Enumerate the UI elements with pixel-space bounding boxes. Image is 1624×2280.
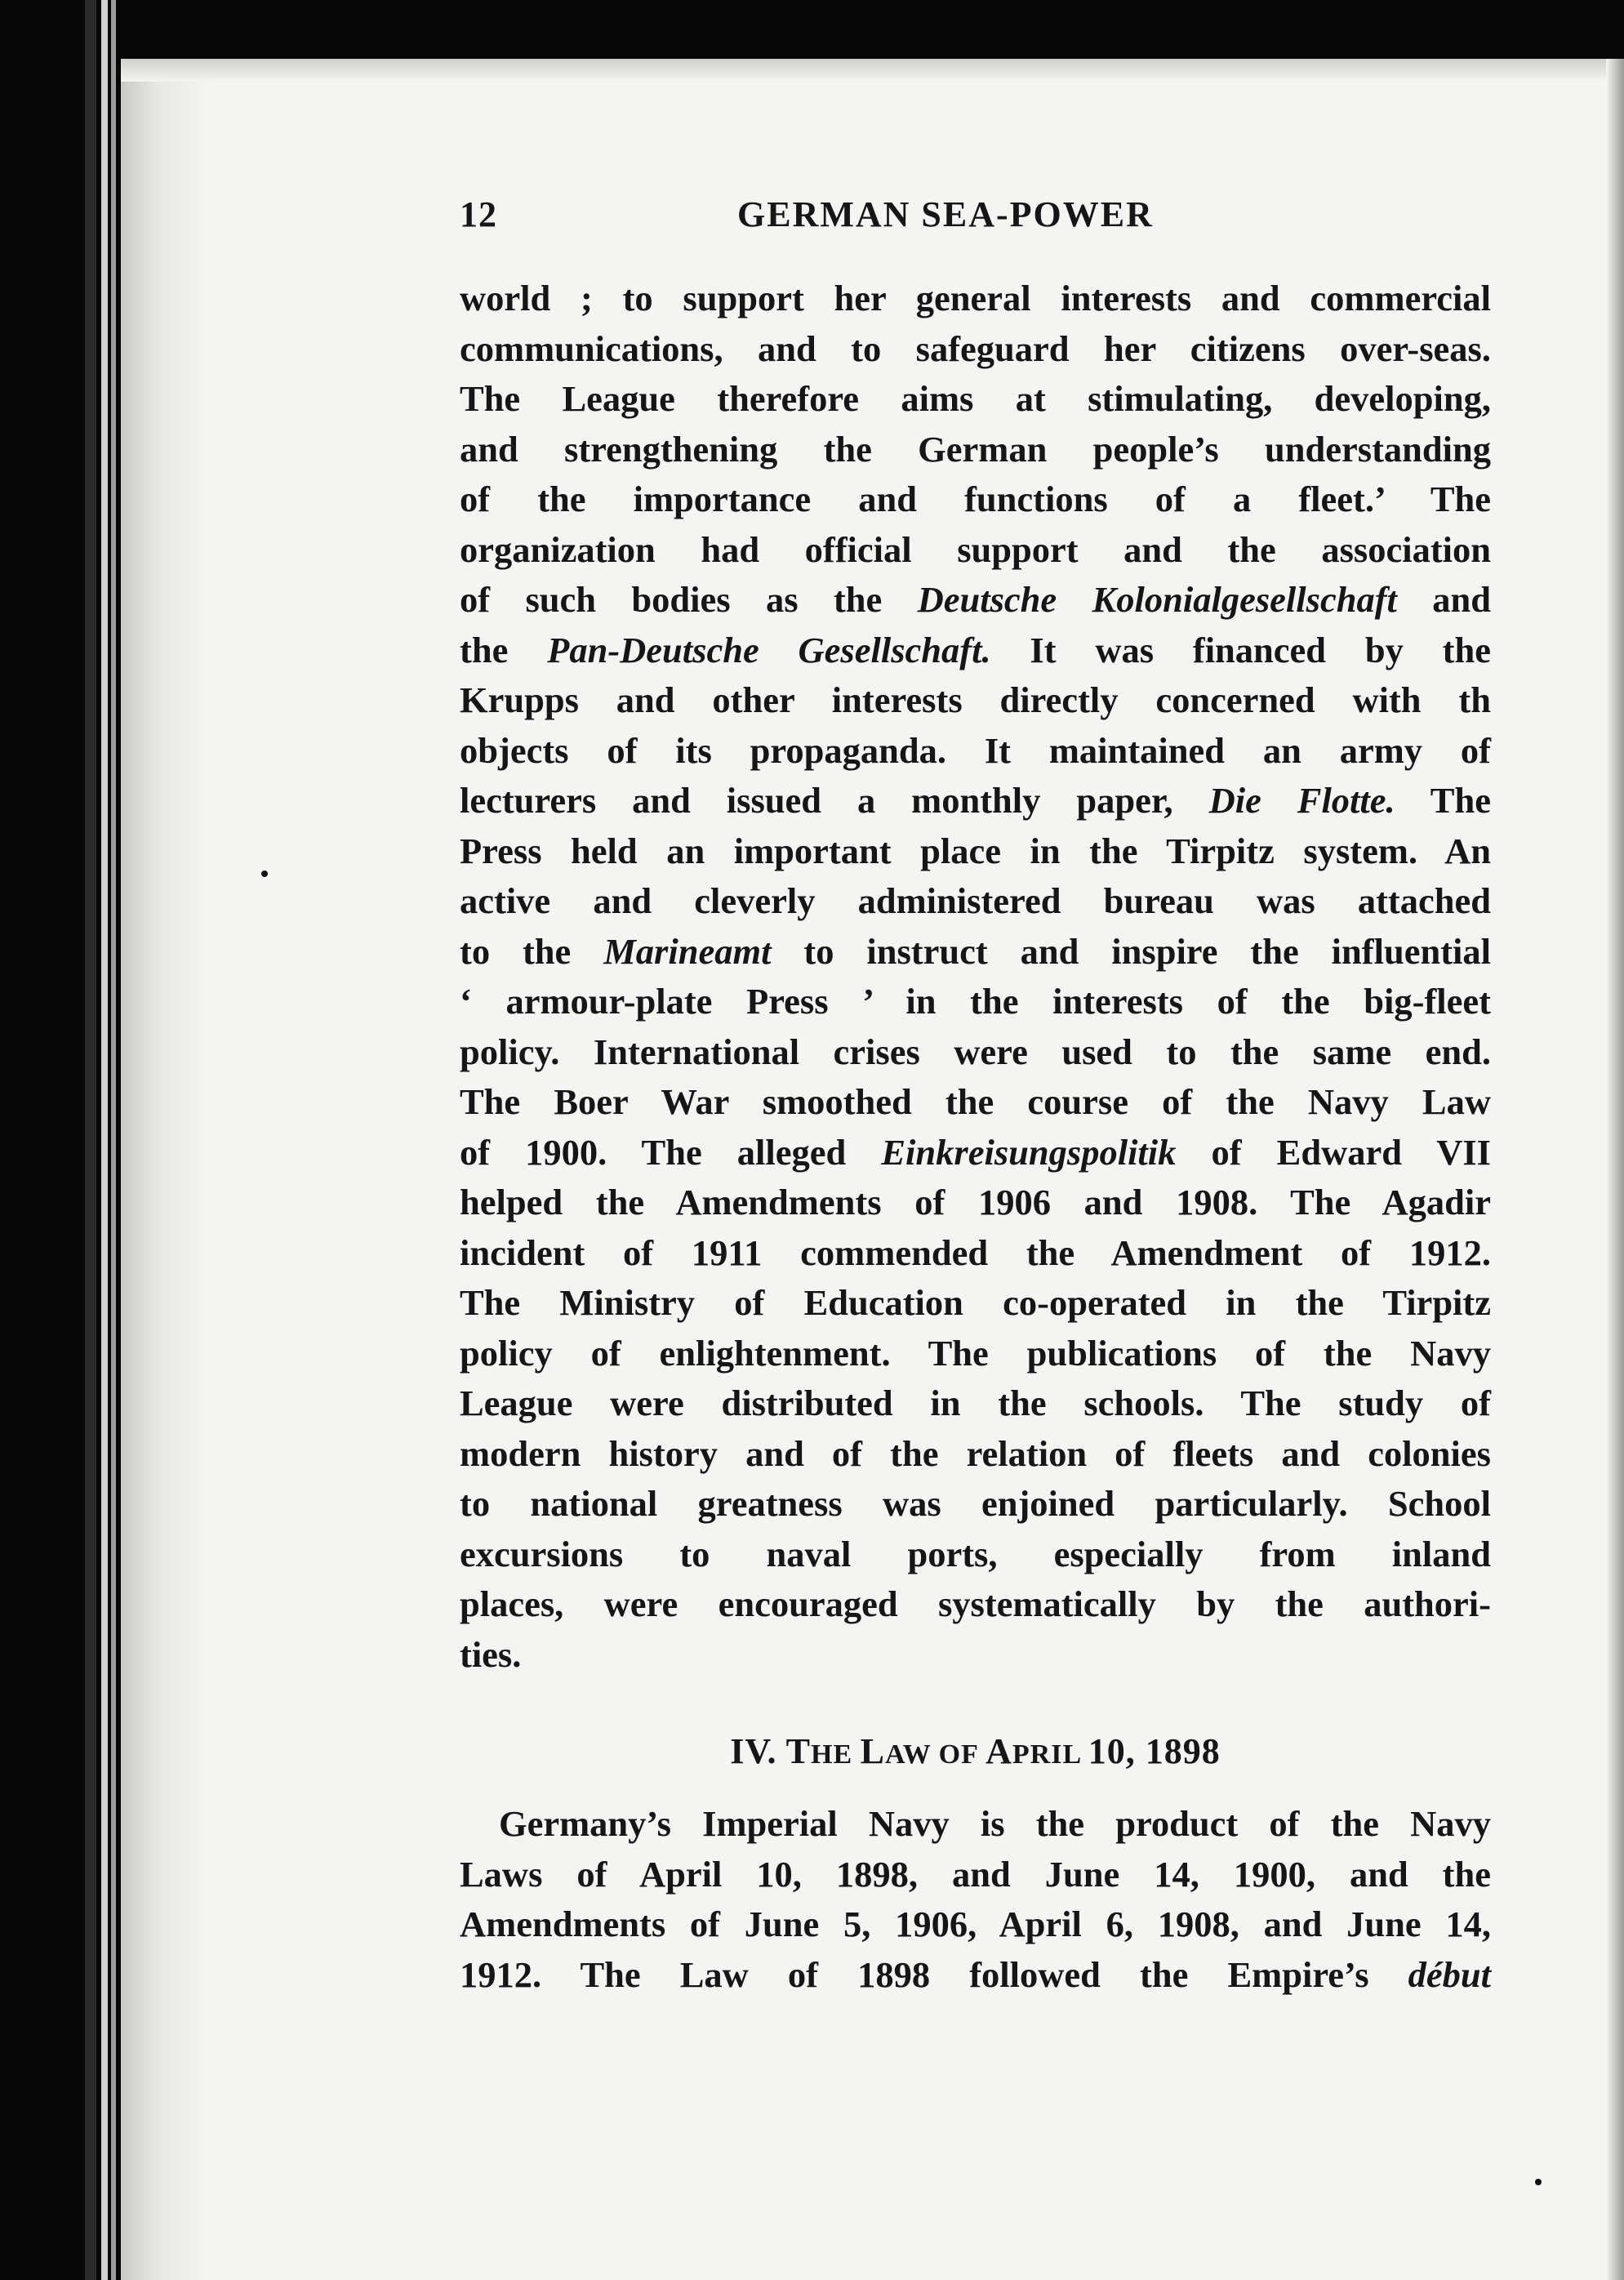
section-title-part: 10, 1898 <box>1088 1731 1221 1771</box>
text-line <box>460 1228 1491 1279</box>
section-title-part: L <box>860 1731 885 1771</box>
text-line <box>460 1027 1491 1078</box>
text-run: to the <box>460 930 604 972</box>
text-line <box>460 374 1491 425</box>
text-line <box>460 1128 1491 1178</box>
text-run: places, were encouraged systematically by the authori- <box>460 1583 1491 1624</box>
text-line <box>460 1630 1491 1681</box>
page-top-shadow <box>121 59 1624 82</box>
text-run: of 1900. The alleged <box>460 1131 882 1173</box>
text-run: ‘ armour-plate Press ’ in the interests of the big-fleet <box>460 981 1491 1022</box>
text-line <box>460 977 1491 1027</box>
text-run: to instruct and inspire the influential <box>771 930 1491 972</box>
running-title: GERMAN SEA-POWER <box>737 194 1154 234</box>
text-run: of Edward VII <box>1176 1131 1491 1173</box>
text-line <box>460 1278 1491 1329</box>
text-run: Press held an important place in the Tirpitz system. An <box>460 830 1491 871</box>
text-line <box>460 1429 1491 1480</box>
text-line <box>460 1479 1491 1530</box>
text-run: and strengthening the German people’s understanding <box>460 428 1491 470</box>
text-run: The <box>1395 780 1491 821</box>
italic-phrase: début <box>1408 1953 1491 1995</box>
binding-edge-1 <box>85 0 96 2280</box>
page-right-shadow <box>1606 59 1624 2280</box>
text-run: of the importance and functions of a fleet.’ The <box>460 479 1491 519</box>
body-paragraph-2 <box>460 1799 1491 2000</box>
text-line <box>460 1579 1491 1630</box>
binding-edge-3 <box>111 0 116 2280</box>
text-run: lecturers and issued a monthly paper, <box>460 780 1209 821</box>
text-run: League were distributed in the schools. The study of <box>460 1383 1491 1423</box>
text-line <box>460 425 1491 475</box>
text-run: It was financed by the <box>990 629 1491 670</box>
text-run: policy. International crises were used to the same end. <box>460 1031 1491 1072</box>
text-line <box>460 776 1491 826</box>
text-line <box>460 1077 1491 1128</box>
text-run: to national greatness was enjoined particularly. School <box>460 1483 1491 1524</box>
text-run: The Ministry of Education co-operated in the Tirpitz <box>460 1282 1491 1323</box>
text-run: of such bodies as the <box>460 579 918 620</box>
text-run: The Boer War smoothed the course of the Navy Law <box>460 1081 1491 1122</box>
text-run: and <box>1396 579 1492 620</box>
text-run: organization had official support and the association <box>460 528 1491 570</box>
text-run: the <box>460 629 548 670</box>
text-line <box>460 876 1491 927</box>
text-line <box>460 274 1491 324</box>
text-line <box>460 626 1491 676</box>
body-paragraph-1 <box>460 274 1491 1680</box>
text-line <box>460 675 1491 726</box>
page-gutter-shadow <box>121 59 211 2280</box>
text-run: modern history and of the relation of fleets and colonies <box>460 1432 1491 1474</box>
italic-phrase: Marineamt <box>603 930 772 972</box>
text-run: Laws of April 10, 1898, and June 14, 1900, and the <box>460 1853 1491 1895</box>
text-run: helped the Amendments of 1906 and 1908. The Agadir <box>460 1182 1491 1222</box>
text-run: incident of 1911 commended the Amendment of 1912. <box>460 1231 1491 1273</box>
text-run: Germany’s Imperial Navy is the product of the Navy <box>499 1803 1491 1844</box>
section-title-part: PRIL <box>1012 1739 1088 1770</box>
running-head <box>460 194 1486 243</box>
scan-speck <box>1535 2179 1542 2185</box>
text-line <box>460 927 1491 977</box>
section-title-part: A <box>986 1731 1012 1771</box>
text-line <box>460 1378 1491 1429</box>
text-line <box>460 1329 1491 1379</box>
text-run: Krupps and other interests directly concerned with th <box>460 679 1491 720</box>
text-run: communications, and to safeguard her citizens over-seas. <box>460 327 1491 369</box>
text-run: world ; to support her general interests and commercial <box>460 278 1491 318</box>
text-run: objects of its propaganda. It maintained an army of <box>460 729 1491 771</box>
section-title-part: AW OF <box>885 1739 986 1770</box>
text-line <box>460 1950 1491 2001</box>
text-line <box>460 1899 1491 1950</box>
text-line <box>460 1178 1491 1228</box>
italic-phrase: Einkreisungspolitik <box>881 1131 1177 1173</box>
text-line <box>460 324 1491 375</box>
section-title-part: HE <box>811 1739 861 1770</box>
italic-phrase: Pan-Deutsche Gesellschaft. <box>547 629 991 670</box>
text-run: 1912. The Law of 1898 followed the Empire’s <box>460 1953 1408 1995</box>
text-run: Amendments of June 5, 1906, April 6, 1908, and June 14, <box>460 1904 1491 1944</box>
text-line <box>460 1850 1491 1900</box>
page-number: 12 <box>460 194 497 234</box>
section-heading <box>460 1730 1491 1772</box>
scan-speck <box>261 871 268 877</box>
italic-phrase: Die Flotte. <box>1208 780 1395 821</box>
binding-edge-2 <box>101 0 108 2280</box>
text-line <box>460 525 1491 576</box>
section-title-part: T <box>785 1731 812 1771</box>
text-run: excursions to naval ports, especially from inland <box>460 1533 1491 1574</box>
scanned-page <box>121 59 1624 2280</box>
text-run: policy of enlightenment. The publications of the Navy <box>460 1332 1491 1374</box>
text-line <box>460 575 1491 626</box>
text-line <box>460 1530 1491 1580</box>
text-line <box>460 474 1491 525</box>
text-line <box>460 826 1491 877</box>
text-run: active and cleverly administered bureau was attached <box>460 880 1491 921</box>
text-line <box>460 726 1491 777</box>
text-line <box>460 1799 1491 1850</box>
section-numeral: IV. <box>730 1731 786 1771</box>
text-run: ties. <box>460 1633 522 1675</box>
italic-phrase: Deutsche Kolonialgesellschaft <box>917 579 1397 620</box>
text-run: The League therefore aims at stimulating, developing, <box>460 378 1491 419</box>
